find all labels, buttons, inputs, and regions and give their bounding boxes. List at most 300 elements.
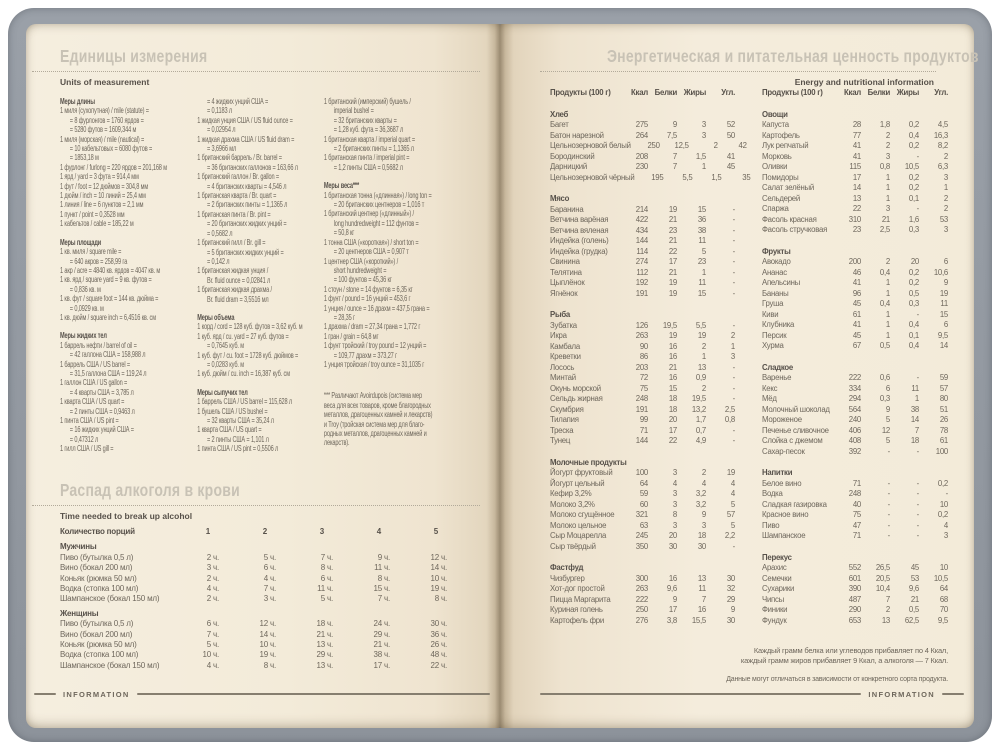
dotted-rule [32, 71, 480, 72]
food-value: 4 [730, 478, 735, 488]
units-line: = 4 кварты США = 3,785 л [69, 387, 134, 397]
food-value: 9,6 [908, 584, 919, 593]
food-value: - [916, 510, 919, 519]
food-row [550, 616, 735, 627]
nutrition-tables [550, 88, 948, 626]
units-subsection-header: Меры площади [60, 237, 102, 247]
food-value: 77 [852, 130, 861, 140]
food-value: 14 [910, 415, 919, 424]
food-value: 53 [910, 573, 919, 583]
food-section-header: Фастфуд [550, 563, 584, 572]
nutrition-header [514, 44, 979, 87]
food-row [550, 131, 735, 142]
food-value: 59 [639, 489, 648, 498]
food-value: 23 [668, 225, 677, 235]
food-row [550, 363, 735, 374]
food-value: 100 [635, 468, 648, 477]
food-value: - [887, 478, 890, 488]
food-label: Сахар-песок [762, 446, 805, 456]
units-line: Br. fluid dram = 3,5516 мл [207, 294, 269, 304]
spacer [197, 304, 324, 313]
units-line: 1 миля (сухопутная) / mile (statute) = [60, 106, 149, 116]
food-value: 321 [635, 510, 648, 519]
food-row [762, 299, 948, 310]
units-line: 1 фунт / pound = 16 унций = 453,6 г [323, 294, 411, 304]
hours-value: 29 ч. [316, 650, 333, 660]
alcohol-header-row [60, 527, 480, 537]
food-value: 29 [726, 594, 735, 604]
food-value: - [732, 425, 735, 435]
units-subsection-header: Меры жидких тел [60, 331, 107, 341]
units-line: 1 британская пинта / imperial pint = [323, 153, 410, 163]
portion-count-header: 2 [262, 527, 267, 536]
food-value: 41 [852, 151, 861, 161]
units-line: = 1,28 куб. фута = 36,3687 л [333, 125, 404, 135]
footer-line [942, 693, 964, 695]
units-column-2 [197, 97, 324, 454]
food-value: 0,6 [879, 373, 890, 382]
food-value: 7 [885, 594, 890, 604]
food-value: 28 [852, 120, 861, 129]
units-line: 1 унция / ounce = 16 драхм = 437,5 грана = [323, 303, 430, 313]
alcohol-section [60, 478, 480, 671]
food-label: Фундук [762, 615, 787, 625]
food-label: Финики [762, 605, 788, 614]
food-section-header: Напитки [762, 468, 793, 477]
food-label: Молочный шоколад [762, 404, 830, 414]
units-line: = 3,6966 мл [207, 144, 237, 154]
hours-value: 13 ч. [316, 660, 333, 670]
food-value: 334 [848, 383, 861, 393]
food-value: 3 [672, 489, 677, 498]
food-value: 16 [668, 373, 677, 382]
food-value: 9 [701, 510, 706, 519]
units-line: = 0,0283 куб. м [207, 359, 244, 369]
food-value: - [732, 541, 735, 551]
food-value: 19 [668, 331, 677, 340]
food-label: Салат зелёный [762, 183, 814, 192]
food-value: 144 [635, 236, 648, 245]
food-value: 17 [668, 257, 677, 266]
food-value: 601 [848, 573, 861, 583]
food-label: Молоко цельное [550, 520, 607, 530]
food-value: 19 [668, 204, 677, 214]
food-label: Индейка (голень) [550, 236, 609, 245]
units-subsection-header: Меры длины [60, 97, 95, 106]
food-value: 10,6 [933, 267, 948, 277]
food-label: Йогурт фруктовый [550, 468, 613, 477]
food-label: Телятина [550, 267, 582, 277]
left-page [26, 24, 500, 728]
hours-value: 4 ч. [206, 660, 219, 670]
food-value: 17 [668, 605, 677, 614]
hours-value: 29 ч. [373, 629, 390, 639]
food-value: 75 [639, 383, 648, 393]
food-value: 0,2 [908, 120, 919, 129]
food-row [550, 394, 735, 405]
food-value: - [887, 446, 890, 456]
alcohol-row [60, 661, 480, 671]
food-value: 9 [730, 605, 735, 614]
units-line: = 0,142 л [207, 256, 230, 266]
units-line: = 36 британских галлонов = 163,66 л [207, 162, 298, 172]
units-column-3 [324, 97, 466, 454]
drink-label: Коньяк (рюмка 50 мл) [60, 573, 137, 583]
food-label: Камбала [550, 341, 580, 351]
food-label: Скумбрия [550, 404, 584, 414]
food-row [762, 531, 948, 542]
hours-value: 17 ч. [373, 660, 390, 670]
food-value: 72 [639, 373, 648, 382]
food-section-header: Перекус [762, 552, 792, 562]
food-value: 100 [935, 446, 948, 456]
food-value: 21 [668, 215, 677, 224]
alcohol-row [60, 650, 480, 660]
food-row [550, 468, 735, 479]
food-value: 13 [881, 615, 890, 625]
food-label: Арахис [762, 563, 787, 572]
food-section-header: Рыба [550, 310, 571, 319]
food-label: Минтай [550, 373, 576, 382]
units-line: 1 жидкая драхма США / US fluid dram = [197, 134, 295, 144]
food-value: - [916, 531, 919, 540]
food-value: 46 [852, 267, 861, 277]
food-label: Фасоль стручковая [762, 225, 828, 234]
food-value: 248 [635, 394, 648, 403]
units-line: 1 фунт тройский / troy pound = 12 унций = [323, 341, 427, 351]
units-line: 1 гран / grain = 64,8 мг [323, 331, 379, 341]
units-line: 1 кв. ярд / square yard = 9 кв. футов = [60, 275, 152, 285]
food-value: 0,2 [937, 478, 948, 488]
food-value: 9 [672, 594, 677, 604]
food-label: Кефир 3,2% [550, 489, 592, 498]
food-label: Ветчина вяленая [550, 225, 609, 235]
units-line: 1 британский гилл / Br. gill = [197, 238, 266, 248]
food-label: Креветки [550, 352, 581, 361]
food-value: 57 [939, 383, 948, 393]
alcohol-subtitle: Time needed to break up alcohol [60, 511, 193, 521]
units-line: 1 центнер США («короткий») / [323, 256, 398, 266]
food-value: - [732, 225, 735, 235]
food-value: 6,3 [937, 162, 948, 171]
food-row [550, 531, 735, 542]
hours-value: 18 ч. [316, 619, 333, 629]
food-value: 19 [726, 468, 735, 477]
food-value: 11 [698, 278, 706, 287]
food-label: Тилапия [550, 415, 579, 424]
units-line: 1 британский центнер («длинный») / [323, 209, 414, 219]
food-value: 15 [668, 383, 677, 393]
food-value: 16 [668, 341, 677, 351]
food-value: 487 [848, 594, 861, 604]
food-label: Баранина [550, 204, 584, 214]
food-value: 10,5 [933, 573, 948, 583]
hours-value: 12 ч. [430, 552, 447, 562]
units-line: = 20 центнеров США = 0,907 т [333, 247, 409, 257]
units-line: 1 британский галлон / Br. gallon = [197, 172, 280, 182]
drink-label: Водка (стопка 100 мл) [60, 584, 139, 594]
units-line: 1 миля (морская) / mile (nautical) = [60, 134, 145, 144]
hours-value: 14 ч. [259, 629, 276, 639]
food-value: 2 [701, 468, 706, 477]
food-label: Сухарики [762, 584, 795, 593]
food-value: 7 [672, 151, 677, 161]
food-value: 19 [697, 331, 706, 340]
food-value: 2 [885, 257, 890, 266]
units-line: = 0,836 кв. м [69, 284, 101, 294]
food-label: Оливки [762, 162, 788, 171]
food-row [762, 616, 948, 627]
food-value: 11 [911, 383, 919, 393]
food-value: 12,5 [674, 141, 689, 150]
food-value: 5,5 [682, 172, 693, 182]
food-row [762, 268, 948, 279]
food-value: - [887, 531, 890, 540]
hours-value: 9 ч. [377, 552, 390, 562]
units-line: 1 пункт / point = 0,3528 мм [60, 209, 125, 219]
food-label: Семечки [762, 573, 792, 583]
food-value: - [916, 446, 919, 456]
food-value: 45 [910, 563, 919, 572]
food-value: 0,5 [879, 341, 890, 350]
units-line: = 8 фурлонгов = 1760 ярдов = [69, 115, 144, 125]
food-row [762, 563, 948, 574]
units-line: 1 кв. дюйм / square inch = 6,4516 кв. см [60, 312, 156, 322]
food-value: 9 [943, 278, 948, 287]
food-row [762, 204, 948, 215]
food-value: 57 [726, 510, 735, 519]
food-row [762, 500, 948, 511]
food-value: 0,8 [724, 415, 735, 424]
food-label: Сельдь жирная [550, 394, 603, 403]
food-row [550, 352, 735, 363]
food-value: 0,1 [908, 330, 919, 340]
units-line: 1 драхма / dram = 27,34 грана = 1,772 г [323, 322, 421, 332]
food-value: 13 [852, 193, 861, 203]
food-row [762, 152, 948, 163]
units-line: = 1,2 пинты США = 0,5682 л [333, 162, 403, 172]
units-line: = 4 жидких унций США = [207, 97, 269, 106]
food-value: 22 [668, 246, 677, 256]
food-value: 18 [910, 436, 919, 445]
units-line: short hundredweight = [333, 265, 387, 275]
food-value: 14 [852, 183, 861, 192]
food-value: 62,5 [904, 615, 919, 625]
food-value: 5,5 [695, 320, 706, 330]
food-value: - [732, 204, 735, 214]
food-value: - [916, 520, 919, 530]
portion-count-header: 5 [433, 527, 438, 536]
food-label: Мёд [762, 394, 777, 403]
food-value: - [732, 215, 735, 224]
food-value: - [916, 499, 919, 509]
food-row [762, 510, 948, 521]
food-section-header: Молочные продукты [550, 457, 627, 467]
hours-value: 3 ч. [263, 594, 276, 604]
food-row [550, 489, 735, 500]
food-value: 1,5 [695, 151, 706, 161]
food-value: - [945, 489, 948, 498]
right-page [500, 24, 979, 728]
food-value: 78 [939, 425, 948, 435]
food-value: 2 [885, 130, 890, 140]
food-label: Цельнозерновой белый [550, 141, 631, 150]
food-value: 422 [635, 215, 648, 224]
food-value: 10,4 [875, 584, 890, 593]
food-value: 26 [939, 415, 948, 424]
food-label: Тунец [550, 436, 571, 445]
food-value: 0,5 [908, 288, 919, 298]
nutrition-table-right [762, 88, 948, 626]
units-line: 1 галлон США / US gallon = [60, 378, 128, 388]
food-section-header: Фрукты [762, 246, 791, 256]
food-row [762, 436, 948, 447]
spacer [197, 379, 324, 388]
food-value: 248 [848, 489, 861, 498]
alcohol-title: Распад алкоголя в крови [60, 480, 240, 500]
food-value: - [732, 362, 735, 372]
hours-value: 26 ч. [430, 640, 447, 650]
units-line: = 0,7645 куб. м [207, 341, 244, 351]
food-value: - [732, 236, 735, 245]
food-value: 20 [668, 415, 677, 424]
food-row [550, 384, 735, 395]
units-line: = 32 британских кварты = [333, 115, 397, 125]
food-value: 2,5 [724, 404, 735, 414]
hours-value: 6 ч. [320, 573, 333, 583]
units-line: = 0,47312 л [69, 434, 99, 444]
food-label: Варенье [762, 373, 792, 382]
food-value: 7 [701, 594, 706, 604]
spacer [324, 172, 466, 181]
food-value: 222 [848, 373, 861, 382]
hours-value: 8 ч. [320, 563, 333, 573]
disclaimer-note: Данные могут отличаться в зависимости от конкретного сорта продукта. [726, 676, 948, 683]
food-value: 0,2 [937, 510, 948, 519]
food-value: 191 [635, 404, 648, 414]
food-value: 63 [639, 520, 648, 530]
food-value: 18 [697, 531, 706, 540]
food-value: 2 [943, 151, 948, 161]
food-row [762, 479, 948, 490]
food-value: 71 [852, 478, 861, 488]
food-value: 86 [639, 352, 648, 361]
left-page-footer [26, 688, 500, 700]
food-row [550, 152, 735, 163]
units-line: = 20 британских жидких унций = [207, 219, 287, 229]
hours-value: 2 ч. [206, 573, 219, 583]
food-value: 1 [885, 183, 890, 192]
food-value: 19,5 [691, 394, 706, 403]
value-column-header: Белки [654, 88, 677, 97]
food-value: 5 [885, 415, 890, 424]
hours-value: 11 ч. [317, 584, 333, 594]
food-row [762, 405, 948, 416]
alcohol-row [60, 594, 480, 604]
food-value: 1 [914, 394, 919, 403]
food-value: 20 [910, 257, 919, 266]
food-value: 19 [668, 278, 677, 287]
food-value: 0,2 [908, 183, 919, 192]
food-row [550, 226, 735, 237]
units-line: = 2 британских пинты = 1,1365 л [207, 200, 288, 210]
nutrition-title: Энергетическая и питательная ценность продуктов [606, 46, 979, 66]
units-line: 1 куб. фут / cu. foot = 1728 куб. дюймов = [197, 350, 299, 360]
food-value: 191 [635, 288, 648, 298]
food-value: 390 [848, 584, 861, 593]
units-line: 1 куб. ярд / cu. yard = 27 куб. футов = [197, 331, 289, 341]
units-line: 1 ярд / yard = 3 фута = 914,4 мм [60, 172, 139, 182]
food-value: 0,3 [879, 394, 890, 403]
food-value: - [732, 373, 735, 382]
footer-line [34, 693, 56, 695]
food-row [762, 341, 948, 352]
food-value: 21 [668, 236, 677, 245]
units-line: = 5280 футов = 1609,344 м [69, 125, 137, 135]
food-value: 53 [939, 214, 948, 224]
food-value: - [887, 499, 890, 509]
units-line: = 100 фунтов = 45,36 кг [333, 275, 392, 285]
food-value: 20 [668, 531, 677, 540]
food-value: 19 [939, 288, 948, 298]
food-value: 16 [668, 352, 677, 361]
units-line: = 32 кварты США = 35,24 л [207, 416, 274, 425]
food-value: 1 [701, 352, 706, 361]
food-value: 3 [701, 520, 706, 530]
food-label: Окунь морской [550, 383, 601, 393]
units-line: 1 британская кварта / Br. quart = [197, 191, 277, 201]
food-row [550, 436, 735, 447]
units-line: 1 фут / foot = 12 дюймов = 304,8 мм [60, 181, 149, 191]
hours-value: 8 ч. [434, 594, 447, 604]
food-value: 64 [939, 584, 948, 593]
food-row [762, 162, 948, 173]
food-value: 15 [939, 309, 948, 319]
food-value: - [916, 489, 919, 498]
food-value: 6 [943, 257, 948, 266]
hours-value: 4 ч. [206, 584, 219, 594]
food-section-header: Сладкое [762, 362, 794, 372]
food-value: 0,2 [908, 267, 919, 277]
food-row [550, 405, 735, 416]
portion-count-header: 4 [376, 527, 381, 536]
food-value: 276 [635, 615, 648, 625]
food-value: 30 [726, 615, 735, 625]
food-value: 22 [668, 436, 677, 445]
food-row [550, 141, 747, 152]
units-line: 1 пинта США / US pint = 0,5506 л [197, 444, 279, 454]
value-column-header: Ккал [631, 88, 648, 97]
food-value: 9,5 [937, 615, 948, 625]
food-value: 38 [697, 225, 706, 235]
food-label: Цыплёнок [550, 278, 585, 287]
food-row [550, 172, 751, 184]
food-value: 38 [910, 404, 919, 414]
food-label: Белое вино [762, 478, 802, 488]
drink-label: Шампанское (бокал 150 мл) [60, 594, 160, 604]
food-label: Сладкая газировка [762, 499, 827, 509]
food-value: 42 [738, 141, 747, 150]
food-value: 0,2 [908, 172, 919, 182]
food-label: Дарницкий [550, 162, 587, 171]
hours-value: 7 ч. [263, 584, 276, 594]
food-value: 16,3 [933, 130, 948, 140]
food-row [550, 342, 735, 353]
units-line: 1 кварта США / US quart = [197, 425, 262, 435]
food-value: 552 [848, 563, 861, 572]
food-value: 21 [668, 267, 677, 277]
food-row [550, 289, 735, 300]
